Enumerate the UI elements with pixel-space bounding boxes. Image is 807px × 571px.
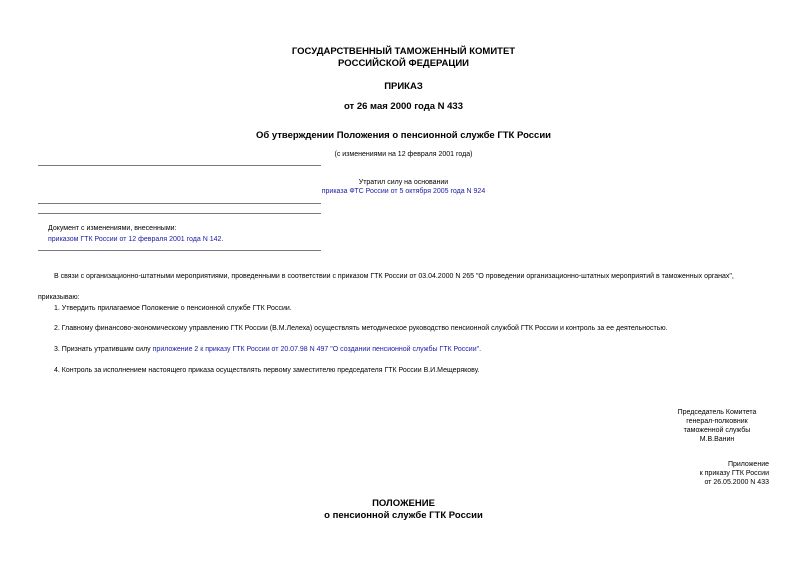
signature-line: таможенной службы — [683, 427, 751, 434]
lost-force-link[interactable]: приказа ФТС России от 5 октября 2005 года N 924 — [321, 188, 486, 195]
preamble: В связи с организационно-штатными мероприятиями, проведенными в соответствии с приказом ГТК России от 03.04.2000 N 265 "О проведении организационно-штатных мероприятий в таможенных органах", — [54, 273, 734, 280]
committee-name-line2: РОССИЙСКОЙ ФЕДЕРАЦИИ — [337, 58, 469, 69]
lost-force-note: Утратил силу на основании — [358, 179, 449, 186]
item-4: 4. Контроль за исполнением настоящего приказа осуществлять первому заместителю председателя ГТК России В.И.Мещерякову. — [54, 367, 480, 374]
item-2: 2. Главному финансово-экономическому управлению ГТК России (В.М.Лелеха) осуществлять методическое руководство пенсионной службой ГТК России и контроль за ее деятельностью. — [54, 325, 668, 332]
amendments-link[interactable]: приказом ГТК России от 12 февраля 2001 года N 142. — [48, 236, 224, 243]
appendix-line: к приказу ГТК России — [699, 470, 769, 477]
signature-block — [667, 409, 767, 443]
item-1: 1. Утвердить прилагаемое Положение о пенсионной службе ГТК России. — [54, 305, 292, 312]
item-3-prefix: 3. Признать утратившим силу — [54, 346, 153, 353]
amendments-label: Документ с изменениями, внесенными: — [48, 225, 177, 232]
item-3-suffix: . — [479, 346, 482, 353]
divider — [38, 250, 321, 251]
appendix-line: от 26.05.2000 N 433 — [704, 479, 769, 486]
document-type: ПРИКАЗ — [384, 81, 423, 92]
order-word: приказываю: — [38, 294, 80, 301]
divider — [38, 203, 321, 204]
regulation-subtitle: о пенсионной службе ГТК России — [324, 510, 483, 521]
signature-line: Председатель Комитета — [677, 409, 757, 416]
item-3 — [54, 346, 481, 353]
document-title: Об утверждении Положения о пенсионной службе ГТК России — [255, 130, 552, 141]
divider — [38, 213, 321, 214]
committee-name-line1: ГОСУДАРСТВЕННЫЙ ТАМОЖЕННЫЙ КОМИТЕТ — [291, 46, 516, 57]
regulation-title: ПОЛОЖЕНИЕ — [372, 498, 435, 509]
changes-note: (с изменениями на 12 февраля 2001 года) — [334, 151, 473, 158]
signature-line: генерал-полковник — [686, 418, 748, 425]
appendix-line: Приложение — [727, 461, 769, 468]
document-date-number: от 26 мая 2000 года N 433 — [343, 101, 464, 112]
item-3-link[interactable]: приложение 2 к приказу ГТК России от 20.07.98 N 497 "О создании пенсионной службы ГТК России" — [152, 346, 480, 353]
appendix-block — [700, 461, 769, 486]
signature-name: М.В.Ванин — [699, 436, 735, 443]
divider — [38, 165, 321, 166]
